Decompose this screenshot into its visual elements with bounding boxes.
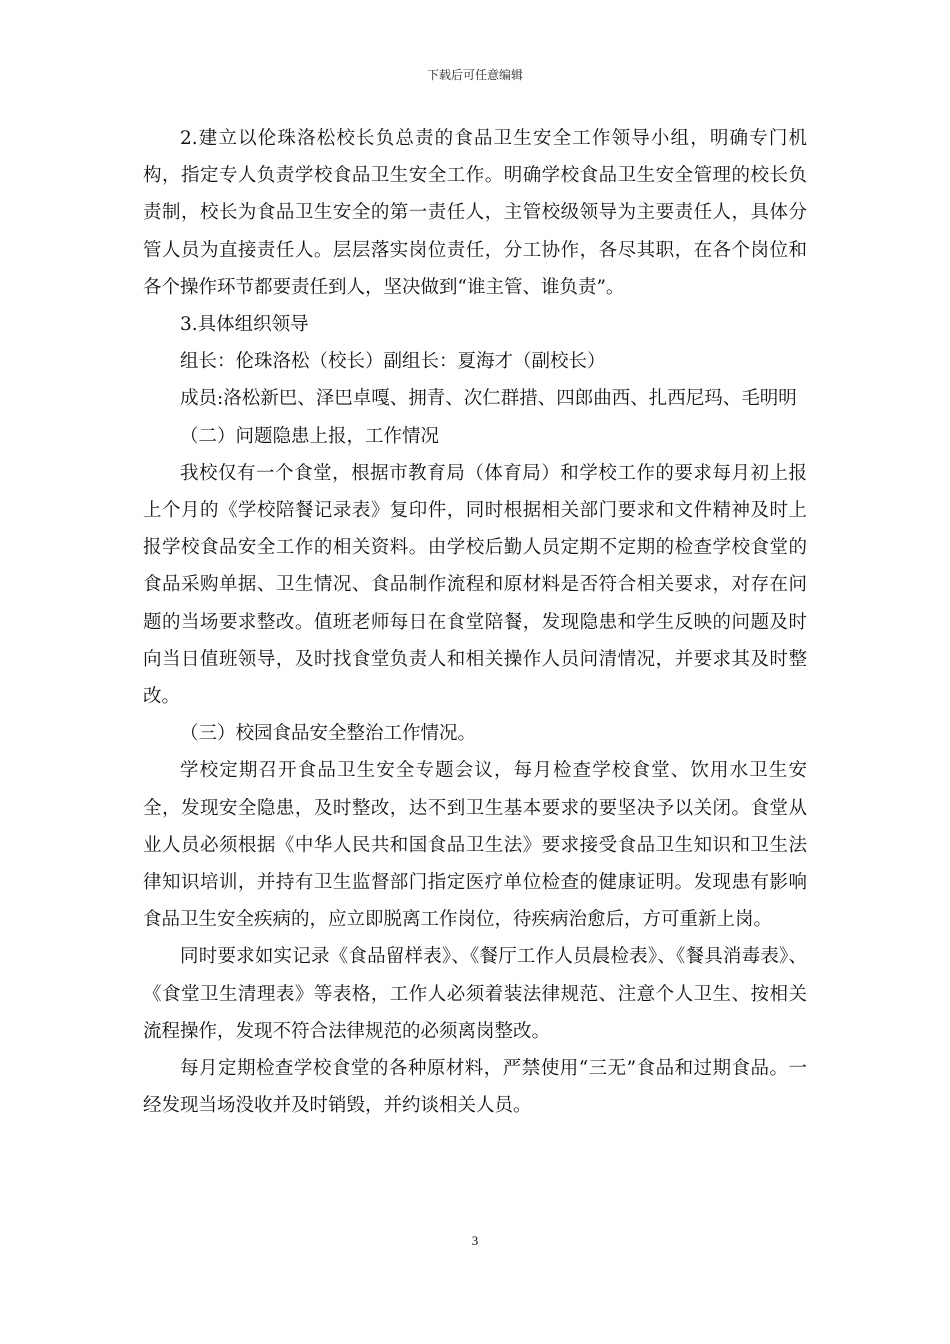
document-body: [143, 120, 807, 1124]
paragraph-org-heading: 3.具体组织领导: [180, 314, 309, 336]
paragraph-leadership-group: 2.建立以伦珠洛松校长负总责的食品卫生安全工作领导小组，明确专门机构，指定专人负责学校食品卫生安全工作。明确学校食品卫生安全管理的校长负责制，校长为食品卫生安全的第一责任人，主管校级领导为主要责任人，具体分管人员为直接责任人。层层落实岗位责任，分工协作，各尽其职，在各个岗位和各个操作环节都要责任到人，坚决做到“谁主管、谁负责”。: [143, 128, 807, 298]
paragraph-campus-safety: 学校定期召开食品卫生安全专题会议，每月检查学校食堂、饮用水卫生安全，发现安全隐患，及时整改，达不到卫生基本要求的要坚决予以关闭。食堂从业人员必须根据《中华人民共和国食品卫生法》要求接受食品卫生知识和卫生法律知识培训，并持有卫生监督部门指定医疗单位检查的健康证明。发现患有影响食品卫生安全疾病的，应立即脱离工作岗位，待疾病治愈后，方可重新上岗。: [143, 760, 807, 931]
section-heading-hazard-report: （二）问题隐患上报，工作情况: [180, 425, 440, 447]
page-number: 3: [471, 1233, 479, 1248]
section-heading-campus-safety: （三）校园食品安全整治工作情况。: [180, 723, 477, 745]
paragraph-group-leaders: 组长：伦珠洛松（校长）副组长：夏海才（副校长）: [180, 351, 606, 373]
paragraph-records: 同时要求如实记录《食品留样表》、《餐厅工作人员晨检表》、《餐具消毒表》、《食堂卫生清理表》等表格，工作人必须着装法律规范、注意个人卫生、按相关流程操作，发现不符合法律规范的必须离岗整改。: [143, 946, 807, 1042]
paragraph-hazard-report: 我校仅有一个食堂，根据市教育局（体育局）和学校工作的要求每月初上报上个月的《学校陪餐记录表》复印件，同时根据相关部门要求和文件精神及时上报学校食品安全工作的相关资料。由学校后勤人员定期不定期的检查学校食堂的食品采购单据、卫生情况、食品制作流程和原材料是否符合相关要求，对存在问题的当场要求整改。值班老师每日在食堂陪餐，发现隐患和学生反映的问题及时向当日值班领导，及时找食堂负责人和相关操作人员问清情况，并要求其及时整改。: [143, 462, 807, 708]
paragraph-members: 成员:洛松新巴、泽巴卓嘎、拥青、次仁群措、四郎曲西、扎西尼玛、毛明明: [180, 388, 797, 410]
page-header: 下载后可任意编辑: [426, 68, 523, 82]
paragraph-inspection: 每月定期检查学校食堂的各种原材料，严禁使用“三无”食品和过期食品。一经发现当场没收并及时销毁，并约谈相关人员。: [143, 1058, 807, 1117]
